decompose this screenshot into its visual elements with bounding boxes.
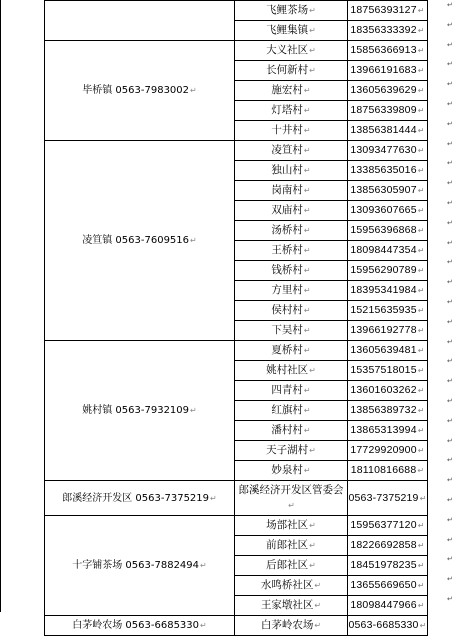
- table-row: [45, 141, 428, 161]
- table-row: [45, 616, 428, 636]
- village-cell: [235, 141, 348, 161]
- paragraph-mark-icon: ↵: [417, 406, 425, 415]
- paragraph-mark-icon: ↵: [417, 286, 425, 295]
- village-cell: [235, 101, 348, 121]
- paragraph-mark-icon: ↵: [417, 66, 425, 75]
- row-end-mark-icon: ↵: [447, 298, 453, 306]
- paragraph-mark-icon: ↵: [417, 106, 425, 115]
- paragraph-mark-icon: ↵: [303, 226, 311, 235]
- paragraph-mark-icon: ↵: [419, 621, 427, 630]
- phone-cell: [348, 596, 428, 616]
- phone-number: 18110816688: [350, 464, 417, 476]
- village-cell: [235, 241, 348, 261]
- paragraph-mark-icon: ↵: [417, 426, 425, 435]
- town-label: 郎溪经济开发区 0563-7375219: [62, 492, 210, 504]
- paragraph-mark-icon: ↵: [417, 601, 425, 610]
- town-label: 白茅岭农场 0563-6685330: [72, 620, 200, 631]
- paragraph-mark-icon: ↵: [303, 126, 311, 135]
- paragraph-mark-icon: ↵: [303, 306, 311, 315]
- village-name: 双庙村: [271, 204, 303, 216]
- town-cell: [45, 516, 235, 616]
- village-cell: [235, 161, 348, 181]
- village-cell: [235, 556, 348, 576]
- paragraph-mark-icon: ↵: [303, 166, 311, 175]
- row-end-mark-icon: ↵: [447, 555, 453, 564]
- row-end-mark-icon: ↵: [447, 60, 453, 69]
- village-cell: [235, 516, 348, 536]
- village-name: 前郎社区: [266, 539, 309, 551]
- paragraph-mark-icon: ↵: [190, 236, 197, 245]
- paragraph-mark-icon: ↵: [303, 286, 311, 295]
- row-end-mark-icon: ↵: [447, 119, 453, 128]
- village-name: 汤桥村: [271, 224, 303, 236]
- paragraph-mark-icon: ↵: [417, 581, 425, 590]
- row-end-mark-icon: ↵: [447, 258, 453, 267]
- phone-cell: [348, 301, 428, 321]
- paragraph-mark-icon: ↵: [419, 493, 427, 503]
- phone-cell: [348, 81, 428, 101]
- village-cell: [235, 221, 348, 241]
- village-cell: [235, 616, 348, 636]
- town-cell: [45, 481, 235, 516]
- phone-number: 18756339809: [350, 104, 417, 116]
- row-end-mark-icon: ↵: [447, 20, 453, 29]
- phone-number: 15856366913: [350, 44, 417, 56]
- village-name: 钱桥村: [271, 264, 303, 276]
- village-name: 飞鲤茶场: [266, 4, 309, 16]
- phone-cell: [348, 381, 428, 401]
- paragraph-mark-icon: ↵: [417, 366, 425, 375]
- paragraph-mark-icon: ↵: [417, 326, 425, 335]
- row-end-mark-icon: ↵: [447, 535, 453, 544]
- village-cell: [235, 381, 348, 401]
- village-name: 方里村: [271, 284, 303, 296]
- phone-cell: [348, 61, 428, 81]
- paragraph-mark-icon: ↵: [190, 406, 197, 415]
- village-name: 王家墩社区: [260, 599, 314, 611]
- row-end-mark-icon: ↵: [447, 278, 453, 287]
- village-cell: [235, 1, 348, 21]
- paragraph-mark-icon: ↵: [303, 406, 311, 415]
- paragraph-mark-icon: ↵: [303, 106, 311, 115]
- phone-cell: [348, 21, 428, 41]
- phone-cell: [348, 221, 428, 241]
- phone-number: 15956290789: [350, 264, 417, 276]
- paragraph-mark-icon: ↵: [303, 326, 311, 335]
- row-end-mark-icon: ↵: [447, 139, 453, 148]
- phone-number: 0563-7375219: [348, 491, 419, 504]
- town-cell: [45, 616, 235, 636]
- village-cell: [235, 481, 348, 516]
- phone-number: 18395341984: [350, 284, 417, 296]
- paragraph-mark-icon: ↵: [303, 246, 311, 255]
- village-name: 白茅岭农场: [260, 619, 314, 631]
- row-end-mark-icon: ↵: [447, 595, 453, 603]
- village-name: 妙泉村: [271, 464, 303, 476]
- row-end-mark-icon: ↵: [447, 199, 453, 207]
- paragraph-mark-icon: ↵: [309, 521, 316, 530]
- paragraph-mark-icon: ↵: [303, 386, 311, 395]
- phone-cell: [348, 616, 428, 636]
- paragraph-mark-icon: ↵: [314, 581, 322, 590]
- phone-number: 13385635016: [350, 164, 417, 176]
- phone-cell: [348, 441, 428, 461]
- phone-number: 18356333392: [350, 24, 417, 36]
- paragraph-mark-icon: ↵: [303, 266, 311, 275]
- paragraph-mark-icon: ↵: [417, 26, 425, 35]
- paragraph-mark-icon: ↵: [190, 86, 197, 95]
- phone-number: 15215635935: [350, 304, 417, 316]
- phone-cell: [348, 261, 428, 281]
- town-label: 姚村镇 0563-7932109: [82, 405, 190, 416]
- row-end-mark-icon: ↵: [447, 80, 453, 89]
- phone-number: 13966192778: [350, 324, 417, 336]
- paragraph-mark-icon: ↵: [210, 493, 217, 503]
- village-name: 天子湖村: [266, 444, 309, 456]
- phone-cell: [348, 401, 428, 421]
- village-cell: [235, 461, 348, 481]
- village-name: 飞鲤集镇: [266, 24, 309, 36]
- phone-cell: [348, 1, 428, 21]
- contact-table-body: [45, 1, 428, 636]
- town-cell: [45, 1, 235, 41]
- phone-cell: [348, 461, 428, 481]
- phone-number: 13865313994: [350, 424, 417, 436]
- village-cell: [235, 421, 348, 441]
- paragraph-mark-icon: ↵: [314, 601, 322, 610]
- paragraph-mark-icon: ↵: [417, 186, 425, 195]
- village-cell: [235, 321, 348, 341]
- paragraph-mark-icon: ↵: [200, 621, 207, 630]
- phone-cell: [348, 421, 428, 441]
- phone-number: 15956396868: [350, 224, 417, 236]
- phone-number: 13655669650: [350, 579, 417, 591]
- row-end-mark-icon: ↵: [447, 1, 453, 9]
- phone-cell: [348, 161, 428, 181]
- paragraph-mark-icon: ↵: [309, 446, 316, 455]
- paragraph-mark-icon: ↵: [303, 206, 311, 215]
- village-cell: [235, 41, 348, 61]
- village-name: 独山村: [271, 164, 303, 176]
- village-name: 水鸣桥社区: [260, 579, 314, 591]
- village-name: 潘村村: [271, 424, 303, 436]
- row-end-mark-icon: ↵: [447, 40, 453, 49]
- paragraph-mark-icon: ↵: [417, 541, 425, 550]
- village-name: 姚村社区: [266, 364, 309, 376]
- phone-number: 18098447966: [350, 599, 417, 611]
- paragraph-mark-icon: ↵: [303, 146, 311, 155]
- row-end-mark-icon: ↵: [447, 337, 453, 346]
- phone-number: 13856305907: [350, 184, 417, 196]
- phone-cell: [348, 201, 428, 221]
- paragraph-mark-icon: ↵: [288, 501, 295, 510]
- village-name: 后郎社区: [266, 559, 309, 571]
- village-cell: [235, 121, 348, 141]
- village-name: 四青村: [271, 384, 303, 396]
- phone-cell: [348, 241, 428, 261]
- paragraph-mark-icon: ↵: [417, 226, 425, 235]
- table-row: [45, 1, 428, 21]
- phone-cell: [348, 121, 428, 141]
- village-cell: [235, 536, 348, 556]
- phone-number: 17729920900: [350, 444, 417, 456]
- row-end-mark-icon: ↵: [447, 397, 453, 405]
- paragraph-mark-icon: ↵: [417, 166, 425, 175]
- phone-number: 13966191683: [350, 64, 417, 76]
- phone-cell: [348, 576, 428, 596]
- paragraph-mark-icon: ↵: [314, 621, 322, 630]
- village-name: 侯村村: [271, 304, 303, 316]
- village-name: 场部社区: [266, 519, 309, 531]
- phone-number: 15956377120: [350, 519, 417, 531]
- paragraph-mark-icon: ↵: [303, 86, 311, 95]
- paragraph-mark-icon: ↵: [303, 466, 311, 475]
- paragraph-mark-icon: ↵: [417, 561, 425, 570]
- town-cell: [45, 141, 235, 341]
- paragraph-mark-icon: ↵: [417, 86, 425, 95]
- table-row: [45, 341, 428, 361]
- phone-cell: [348, 181, 428, 201]
- row-end-mark-icon: ↵: [447, 238, 453, 247]
- row-end-mark-icon: ↵: [447, 377, 453, 386]
- row-end-mark-icon: ↵: [447, 515, 453, 524]
- paragraph-mark-icon: ↵: [417, 306, 425, 315]
- paragraph-mark-icon: ↵: [309, 561, 316, 570]
- village-name: 岗南村: [271, 184, 303, 196]
- village-name: 长何新村: [266, 64, 309, 76]
- phone-cell: [348, 101, 428, 121]
- town-cell: [45, 41, 235, 141]
- village-name: 大义社区: [266, 44, 309, 56]
- phone-cell: [348, 321, 428, 341]
- village-cell: [235, 201, 348, 221]
- paragraph-mark-icon: ↵: [417, 466, 425, 475]
- row-end-mark-icon: ↵: [447, 476, 453, 485]
- right-edge-markers: [447, 0, 451, 612]
- town-label: 凌笪镇 0563-7609516: [82, 235, 190, 246]
- phone-number: 18098447354: [350, 244, 417, 256]
- village-cell: [235, 341, 348, 361]
- village-name: 郎溪经济开发区管委会: [238, 484, 344, 496]
- phone-number: 13856389732: [350, 404, 417, 416]
- row-end-mark-icon: ↵: [447, 159, 453, 168]
- contact-table: [44, 0, 428, 636]
- paragraph-mark-icon: ↵: [200, 561, 207, 570]
- paragraph-mark-icon: ↵: [417, 266, 425, 275]
- phone-cell: [348, 536, 428, 556]
- row-end-mark-icon: ↵: [447, 179, 453, 188]
- paragraph-mark-icon: ↵: [417, 126, 425, 135]
- phone-number: 13093477630: [350, 144, 417, 156]
- paragraph-mark-icon: ↵: [417, 146, 425, 155]
- paragraph-mark-icon: ↵: [309, 541, 316, 550]
- row-end-mark-icon: ↵: [447, 218, 453, 227]
- village-name: 凌笪村: [271, 144, 303, 156]
- village-name: 下吴村: [271, 324, 303, 336]
- paragraph-mark-icon: ↵: [417, 521, 425, 530]
- paragraph-mark-icon: ↵: [309, 366, 316, 375]
- village-name: 红旗村: [271, 404, 303, 416]
- village-cell: [235, 361, 348, 381]
- table-row: [45, 41, 428, 61]
- paragraph-mark-icon: ↵: [417, 6, 425, 15]
- paragraph-mark-icon: ↵: [309, 6, 316, 15]
- paragraph-mark-icon: ↵: [417, 446, 425, 455]
- phone-number: 13601603262: [350, 384, 417, 396]
- phone-number: 13856381444: [350, 124, 417, 136]
- row-end-mark-icon: ↵: [447, 436, 453, 445]
- village-cell: [235, 576, 348, 596]
- village-cell: [235, 301, 348, 321]
- paragraph-mark-icon: ↵: [417, 246, 425, 255]
- paragraph-mark-icon: ↵: [417, 46, 425, 55]
- phone-cell: [348, 361, 428, 381]
- paragraph-mark-icon: ↵: [417, 206, 425, 215]
- village-cell: [235, 401, 348, 421]
- village-name: 灯塔村: [271, 104, 303, 116]
- phone-number: 18226692858: [350, 539, 417, 551]
- phone-cell: [348, 516, 428, 536]
- paragraph-mark-icon: ↵: [303, 346, 311, 355]
- village-name: 十井村: [271, 124, 303, 136]
- paragraph-mark-icon: ↵: [303, 186, 311, 195]
- paragraph-mark-icon: ↵: [309, 46, 316, 55]
- village-cell: [235, 21, 348, 41]
- row-end-mark-icon: ↵: [447, 317, 453, 326]
- row-end-mark-icon: ↵: [447, 496, 453, 504]
- row-end-mark-icon: ↵: [447, 575, 453, 584]
- left-margin-rule: [0, 0, 1, 612]
- village-name: 施宏村: [271, 84, 303, 96]
- phone-number: 13605639629: [350, 84, 417, 96]
- phone-cell: [348, 281, 428, 301]
- phone-cell: [348, 481, 428, 516]
- paragraph-mark-icon: ↵: [309, 66, 316, 75]
- phone-cell: [348, 141, 428, 161]
- table-row: [45, 516, 428, 536]
- town-cell: [45, 341, 235, 481]
- phone-number: 13605639481: [350, 344, 417, 356]
- row-end-mark-icon: ↵: [447, 416, 453, 425]
- village-cell: [235, 181, 348, 201]
- phone-cell: [348, 556, 428, 576]
- village-cell: [235, 61, 348, 81]
- paragraph-mark-icon: ↵: [417, 346, 425, 355]
- village-cell: [235, 281, 348, 301]
- phone-number: 0563-6685330: [348, 619, 419, 631]
- village-name: 王桥村: [271, 244, 303, 256]
- phone-number: 18756393127: [350, 4, 417, 16]
- phone-cell: [348, 341, 428, 361]
- paragraph-mark-icon: ↵: [309, 26, 316, 35]
- village-cell: [235, 441, 348, 461]
- row-end-mark-icon: ↵: [447, 100, 453, 108]
- phone-number: 13093607665: [350, 204, 417, 216]
- village-cell: [235, 261, 348, 281]
- row-end-mark-icon: ↵: [447, 456, 453, 465]
- phone-cell: [348, 41, 428, 61]
- paragraph-mark-icon: ↵: [303, 426, 311, 435]
- village-cell: [235, 596, 348, 616]
- town-label: 毕桥镇 0563-7983002: [82, 85, 190, 96]
- paragraph-mark-icon: ↵: [417, 386, 425, 395]
- row-end-mark-icon: ↵: [447, 357, 453, 366]
- village-name: 夏桥村: [271, 344, 303, 356]
- village-cell: [235, 81, 348, 101]
- phone-number: 18451978235: [350, 559, 417, 571]
- table-row: [45, 481, 428, 516]
- town-label: 十字铺茶场 0563-7882494: [72, 560, 200, 571]
- phone-number: 15357518015: [350, 364, 417, 376]
